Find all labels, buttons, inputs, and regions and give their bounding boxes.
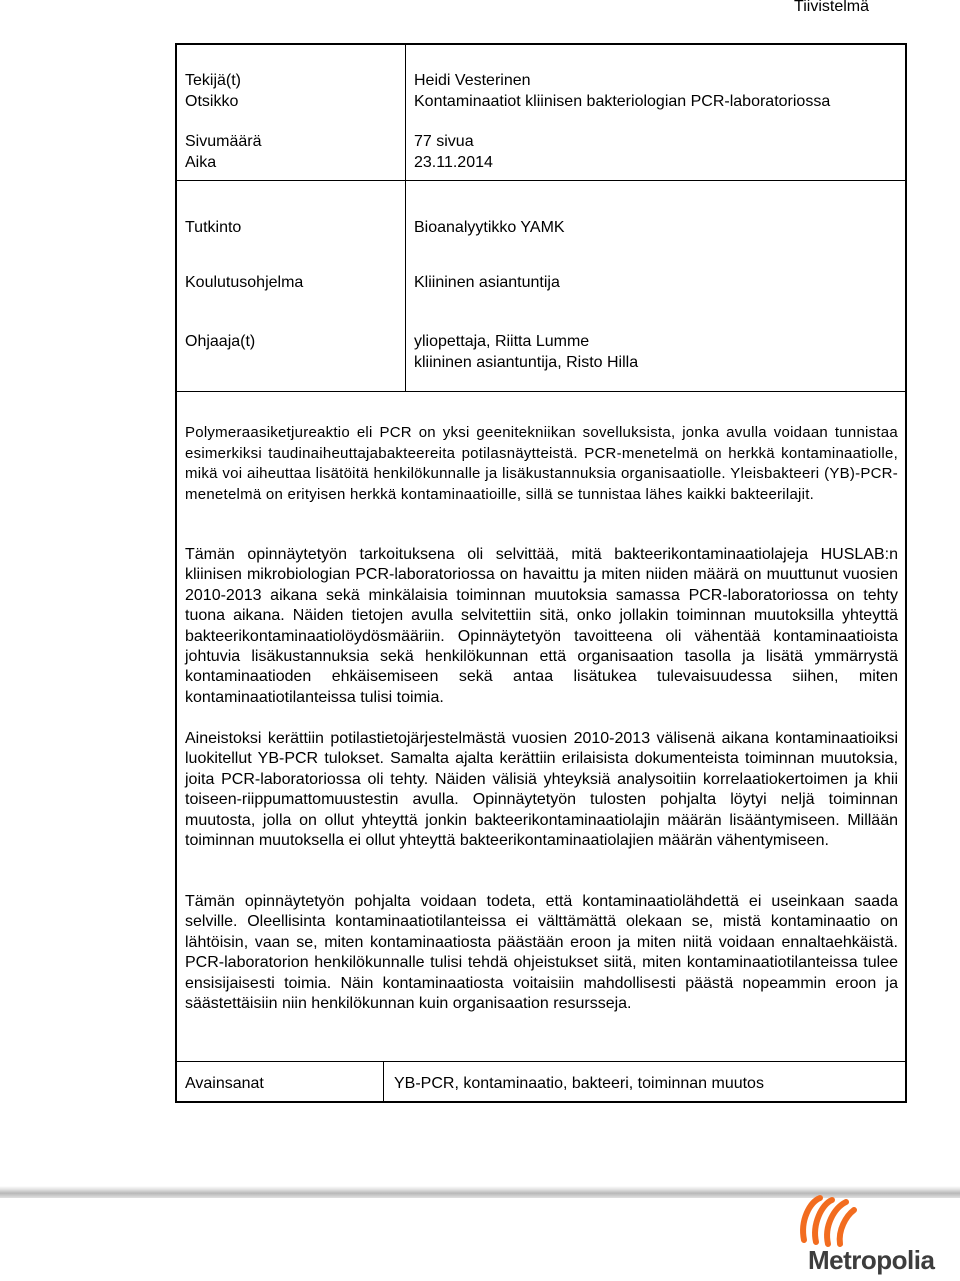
programme-label: Koulutusohjelma	[185, 274, 304, 291]
abstract-form	[175, 43, 907, 1103]
abstract-paragraph-3: Aineistoksi kerättiin potilastietojärjestelmästä vuosien 2010-2013 välisenä aikana kontaminaatioiksi luokitellut YB-PCR tulokset. Samalta ajalta kerättiin erilaisista dokumenteista toiminnan muutoksia, joita PCR-laboratoriossa oli tehty. Näiden välisiä yhteyksiä analysoitiin korrelaatiokertoimen ja khii toiseen-riippumattomuustestin avulla. Opinnäytetyön tulosten pohjalta löytyi neljä toiminnan muutosta, jolla on ollut yhteyttä jonkin bakteerikontaminaatiolajin määrän lisääntymiseen. Millään toiminnan muutoksella ei ollut yhteyttä bakteerikontaminaatiolajien määrän vähentymiseen.	[185, 730, 898, 850]
author-value: Heidi Vesterinen	[414, 72, 531, 89]
keywords-value: YB-PCR, kontaminaatio, bakteeri, toiminnan muutos	[394, 1075, 764, 1092]
degree-value: Bioanalyytikko YAMK	[414, 219, 565, 236]
column-divider	[405, 45, 406, 391]
logo-wordmark: Metropolia	[808, 1245, 935, 1275]
date-value: 23.11.2014	[414, 154, 493, 171]
date-label: Aika	[185, 154, 217, 171]
row-divider	[177, 391, 905, 392]
row-divider	[177, 1061, 905, 1062]
keywords-label: Avainsanat	[185, 1075, 264, 1092]
abstract-paragraph-1: Polymeraasiketjureaktio eli PCR on yksi geenitekniikan sovelluksista, jonka avulla voidaan tunnistaa esimerkiksi taudinaiheuttajabakteereita potilasnäytteistä. PCR-menetelmä on herkkä kontaminaatiolle, mikä voi aiheuttaa lisätöitä henkilökunnalle ja lisäkustannuksia organisaatiolle. Yleisbakteeri (YB)-PCR-menetelmä on erityisen herkkä kontaminaatioille, sillä se tunnistaa lähes kaikki bakteerilajit.	[185, 424, 898, 503]
degree-label: Tutkinto	[185, 219, 242, 236]
column-divider	[383, 1061, 384, 1103]
title-label: Otsikko	[185, 93, 239, 110]
row-divider	[177, 180, 905, 181]
metropolia-logo	[790, 1190, 935, 1276]
abstract-paragraph-4: Tämän opinnäytetyön pohjalta voidaan todeta, että kontaminaatiolähdettä ei useinkaan saada selville. Oleellisinta kontaminaatiotilanteissa ei välttämättä olekaan se, mistä kontaminaatio on lähtöisin, vaan se, miten kontaminaatiosta päästään eroon ja miten niitä voidaan ennaltaehkäistä. PCR-laboratorion henkilökunnalle tulisi tehdä ohjeistukset siitä, miten kontaminaatiotilanteissa tulee ensisijaisesti toimia. Näin kontaminaatiosta voitaisiin mahdollisesti päästä nopeammin eroon ja säästettäisiin niin henkilökunnan kuin organisaation resursseja.	[185, 893, 898, 1013]
page-count-label: Sivumäärä	[185, 133, 262, 150]
author-label: Tekijä(t)	[185, 72, 242, 89]
page-count-value: 77 sivua	[414, 133, 474, 150]
supervisor-label: Ohjaaja(t)	[185, 333, 256, 350]
supervisor-2: kliininen asiantuntija, Risto Hilla	[414, 354, 639, 371]
title-value: Kontaminaatiot kliinisen bakteriologian PCR-laboratoriossa	[414, 93, 831, 110]
programme-value: Kliininen asiantuntija	[414, 274, 560, 291]
document-section-title: Tiivistelmä	[794, 0, 869, 15]
abstract-paragraph-2: Tämän opinnäytetyön tarkoituksena oli selvittää, mitä bakteerikontaminaatiolajeja HUSLAB:n kliinisen mikrobiologian PCR-laboratoriossa on havaittu ja miten niiden määrä on muuttunut vuosien 2010-2013 aikana sekä minkälaisia toiminnan muutoksia samassa PCR-laboratoriossa on tehty tuona aikana. Näiden tietojen avulla selvitettiin sitä, onko jollakin toiminnan muutoksilla yhteyttä bakteerikontaminaatiolöydösmääriin. Opinnäytetyön tavoitteena oli vähentää kontaminaatioista johtuvia lisäkustannuksia sekä henkilökunnan että organisaation tasolla ja lisätä ymmärrystä kontaminaatioden ehkäisemiseen sekä antaa lisätukea tulevaisuudessa siihen, miten kontaminaatiotilanteissa tulisi toimia.	[185, 546, 898, 706]
supervisor-1: yliopettaja, Riitta Lumme	[414, 333, 590, 350]
